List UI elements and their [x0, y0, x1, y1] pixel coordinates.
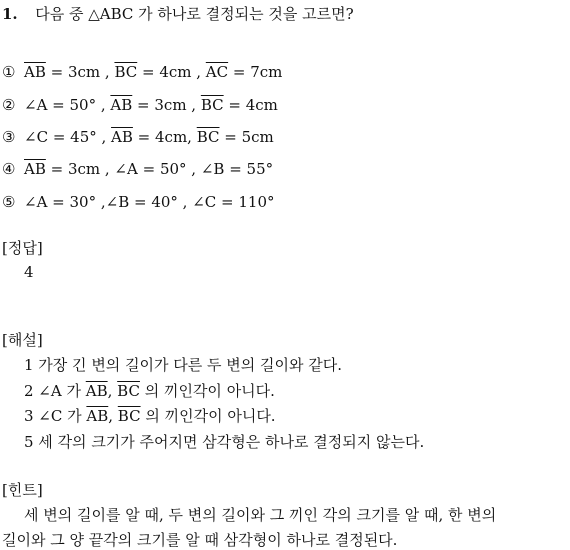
- hint-line: 길이와 그 양 끝각의 크기를 알 때 삼각형이 하나로 결정된다.: [2, 531, 398, 549]
- text-run: ∠A = 30° ,∠B = 40° , ∠C = 110°: [24, 193, 275, 211]
- option-mark: ③: [2, 128, 16, 146]
- option-body: [24, 193, 275, 211]
- segment-label: $\overline{BC}$: [117, 407, 141, 425]
- explanation-line: [24, 381, 275, 401]
- option-2[interactable]: [2, 95, 278, 115]
- text-run: ∠A = 50° ,: [24, 96, 111, 114]
- explanation-header: [해설]: [2, 331, 43, 349]
- text-run: = 4cm: [223, 96, 278, 114]
- hint-header: [힌트]: [2, 481, 43, 499]
- segment-label: $\overline{BC}$: [117, 382, 140, 400]
- option-body: [24, 128, 274, 146]
- text-run: 1 가장 긴 변의 길이가 다른 두 변의 길이와 같다.: [24, 356, 343, 374]
- option-4[interactable]: [2, 159, 273, 179]
- explanation-line: [24, 432, 424, 452]
- option-5[interactable]: [2, 192, 275, 212]
- text-run: = 4cm ,: [137, 63, 206, 81]
- text-run: ,: [107, 382, 118, 400]
- option-mark: ①: [2, 63, 16, 81]
- text-run: = 3cm ,: [45, 63, 115, 81]
- segment-label: $\overline{AC}$: [205, 63, 229, 81]
- option-mark: ②: [2, 96, 16, 114]
- text-run: = 5cm: [219, 128, 274, 146]
- answer-header: [정답]: [2, 239, 43, 257]
- text-run: 3 ∠C 가: [24, 407, 87, 425]
- segment-label: $\overline{BC}$: [200, 96, 224, 114]
- text-run: ∠C = 45° ,: [24, 128, 112, 146]
- segment-label: $\overline{BC}$: [114, 63, 138, 81]
- text-run: = 3cm , ∠A = 50° , ∠B = 55°: [45, 160, 274, 178]
- segment-label: $\overline{BC}$: [196, 128, 220, 146]
- text-run: 의 끼인각이 아니다.: [140, 407, 276, 425]
- text-run: 의 끼인각이 아니다.: [139, 382, 275, 400]
- text-run: = 7cm: [228, 63, 283, 81]
- segment-label: $\overline{AB}$: [24, 160, 46, 178]
- text-run: 5 세 각의 크기가 주어지면 삼각형은 하나로 결정되지 않는다.: [24, 433, 425, 451]
- segment-label: $\overline{AB}$: [111, 128, 133, 146]
- option-body: [24, 160, 273, 178]
- text-run: 2 ∠A 가: [24, 382, 86, 400]
- hint-line: 세 변의 길이를 알 때, 두 변의 길이와 그 끼인 각의 크기를 알 때, 한 변의: [24, 506, 497, 524]
- text-run: ,: [108, 407, 118, 425]
- text-run: = 3cm ,: [132, 96, 201, 114]
- option-mark: ④: [2, 160, 16, 178]
- option-body: [24, 63, 282, 81]
- text-run: = 4cm,: [132, 128, 197, 146]
- answer-value: 4: [24, 263, 34, 281]
- explanation-line: [24, 355, 342, 375]
- segment-label: $\overline{AB}$: [110, 96, 133, 114]
- option-3[interactable]: [2, 127, 274, 147]
- segment-label: $\overline{AB}$: [24, 63, 46, 81]
- option-mark: ⑤: [2, 193, 16, 211]
- question: [2, 4, 354, 24]
- option-body: [24, 96, 278, 114]
- explanation-line: [24, 406, 276, 426]
- question-text: 다음 중 △ABC 가 하나로 결정되는 것을 고르면?: [35, 5, 354, 23]
- segment-label: $\overline{AB}$: [86, 407, 109, 425]
- segment-label: $\overline{AB}$: [85, 382, 108, 400]
- option-1[interactable]: [2, 62, 282, 82]
- question-number: 1.: [2, 5, 18, 23]
